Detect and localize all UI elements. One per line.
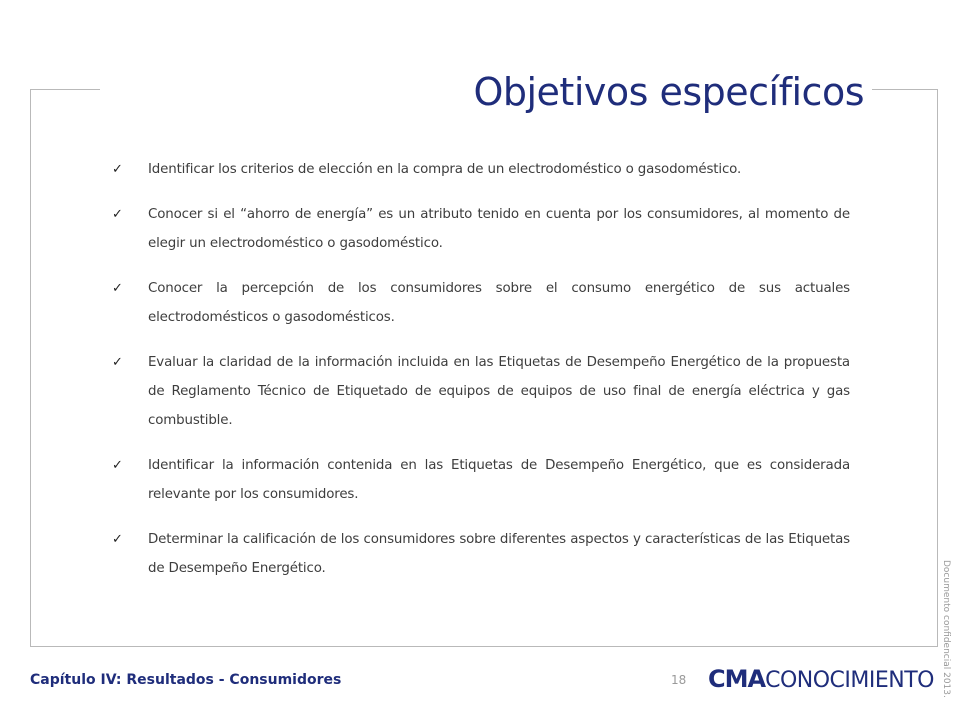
page-number: 18 <box>671 673 687 687</box>
frame-left-line <box>30 89 31 647</box>
logo-bold-part: CMA <box>708 665 766 693</box>
objective-item <box>108 348 850 435</box>
objective-item <box>108 525 850 583</box>
frame-right-line <box>937 89 938 647</box>
page-title: Objetivos específicos <box>473 70 864 114</box>
frame-bottom-line <box>30 646 938 647</box>
objective-item <box>108 274 850 332</box>
company-logo <box>708 662 934 699</box>
checkmark-icon: ✓ <box>112 355 123 370</box>
frame-top-right-line <box>872 89 938 90</box>
logo-light-part: CONOCIMIENTO <box>765 668 934 693</box>
checkmark-icon: ✓ <box>112 162 123 177</box>
chapter-label: Capítulo IV: Resultados - Consumidores <box>30 672 342 688</box>
objective-text: Identificar los criterios de elección en la compra de un electrodoméstico o gasodoméstico. <box>148 162 742 177</box>
objective-text: Evaluar la claridad de la información incluida en las Etiquetas de Desempeño Energético de la propuesta de Reglamento Técnico de Etiquetado de equipos de equipos de uso final de energía eléctrica y gas combustible. <box>148 355 850 428</box>
objective-text: Determinar la calificación de los consumidores sobre diferentes aspectos y características de las Etiquetas de Desempeño Energético. <box>148 532 850 576</box>
objective-text: Conocer si el “ahorro de energía” es un atributo tenido en cuenta por los consumidores, al momento de elegir un electrodoméstico o gasodoméstico. <box>148 207 850 251</box>
objective-item <box>108 155 850 184</box>
objectives-list <box>108 155 850 599</box>
confidential-note: Documento confidencial 2013. <box>941 560 951 698</box>
checkmark-icon: ✓ <box>112 207 123 222</box>
objective-text: Identificar la información contenida en las Etiquetas de Desempeño Energético, que es considerada relevante por los consumidores. <box>148 458 850 502</box>
objective-item <box>108 451 850 509</box>
checkmark-icon: ✓ <box>112 532 123 547</box>
objective-item <box>108 200 850 258</box>
objective-text: Conocer la percepción de los consumidores sobre el consumo energético de sus actuales electrodomésticos o gasodomésticos. <box>148 281 850 325</box>
checkmark-icon: ✓ <box>112 281 123 296</box>
checkmark-icon: ✓ <box>112 458 123 473</box>
frame-top-left-line <box>30 89 100 90</box>
